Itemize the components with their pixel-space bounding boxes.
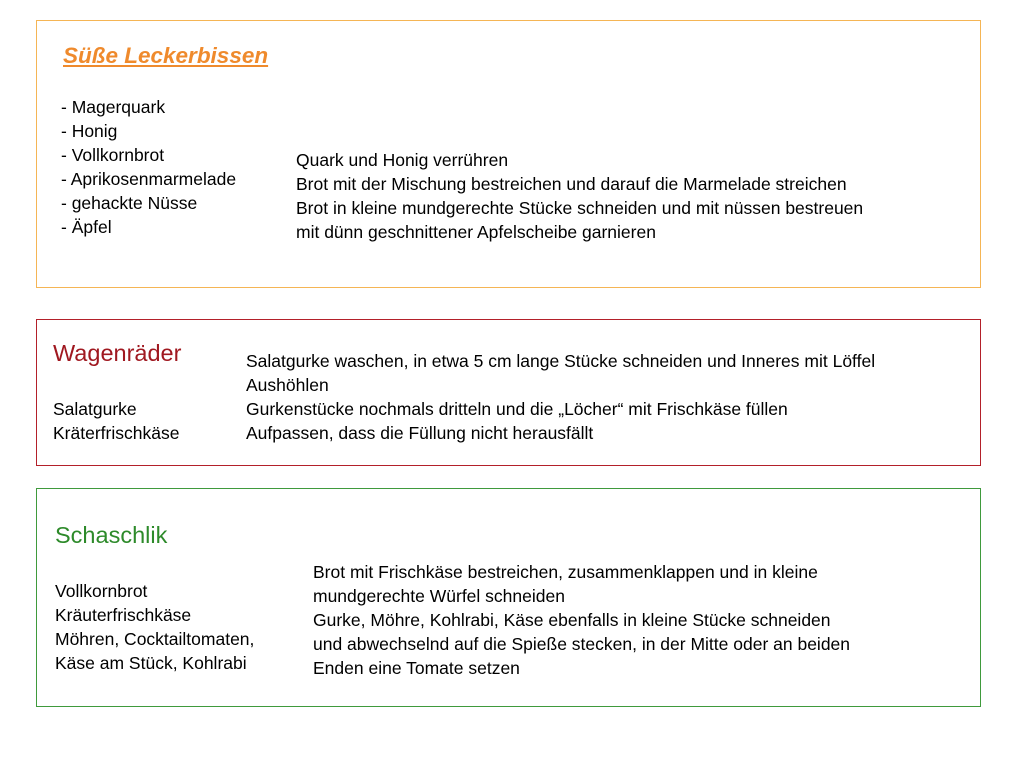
instruction-line: Aufpassen, dass die Füllung nicht herausfällt bbox=[246, 423, 594, 443]
recipe-card-suesse-leckerbissen bbox=[36, 20, 981, 288]
instruction-line: Enden eine Tomate setzen bbox=[313, 658, 520, 678]
instruction-line: Brot mit Frischkäse bestreichen, zusammenklappen und in kleine bbox=[313, 562, 818, 582]
ingredient-item: Salatgurke bbox=[53, 399, 137, 419]
ingredient-list bbox=[55, 579, 254, 675]
ingredient-item: Vollkornbrot bbox=[55, 581, 148, 601]
ingredient-item: - Magerquark bbox=[61, 97, 166, 117]
ingredient-list bbox=[61, 95, 236, 239]
instruction-line: Brot in kleine mundgerechte Stücke schneiden und mit nüssen bestreuen bbox=[296, 198, 864, 218]
recipe-title: Süße Leckerbissen bbox=[63, 43, 269, 68]
ingredient-item: Kräuterfrischkäse bbox=[55, 605, 192, 625]
instruction-line: Gurkenstücke nochmals dritteln und die „Löcher“ mit Frischkäse füllen bbox=[246, 399, 788, 419]
instruction-line: Brot mit der Mischung bestreichen und darauf die Marmelade streichen bbox=[296, 174, 847, 194]
ingredient-item: - Honig bbox=[61, 121, 118, 141]
instruction-list bbox=[313, 560, 850, 680]
recipe-title: Wagenräder bbox=[53, 340, 182, 366]
ingredient-item: - Vollkornbrot bbox=[61, 145, 165, 165]
recipe-title: Schaschlik bbox=[55, 522, 168, 548]
ingredient-item: Käse am Stück, Kohlrabi bbox=[55, 653, 247, 673]
ingredient-item: - Äpfel bbox=[61, 217, 112, 237]
instruction-list bbox=[296, 148, 863, 244]
ingredient-item: Kräterfrischkäse bbox=[53, 423, 180, 443]
instruction-line: Gurke, Möhre, Kohlrabi, Käse ebenfalls in kleine Stücke schneiden bbox=[313, 610, 831, 630]
instruction-line: und abwechselnd auf die Spieße stecken, in der Mitte oder an beiden bbox=[313, 634, 851, 654]
recipe-card-schaschlik bbox=[36, 488, 981, 707]
ingredient-item: - gehackte Nüsse bbox=[61, 193, 198, 213]
instruction-line: Aushöhlen bbox=[246, 375, 329, 395]
instruction-line: Salatgurke waschen, in etwa 5 cm lange Stücke schneiden und Inneres mit Löffel bbox=[246, 351, 876, 371]
ingredient-item: Möhren, Cocktailtomaten, bbox=[55, 629, 255, 649]
instruction-line: mundgerechte Würfel schneiden bbox=[313, 586, 565, 606]
instruction-line: Quark und Honig verrühren bbox=[296, 150, 509, 170]
recipe-card-wagenraeder bbox=[36, 319, 981, 466]
ingredient-item: - Aprikosenmarmelade bbox=[61, 169, 237, 189]
instruction-list bbox=[246, 349, 875, 445]
instruction-line: mit dünn geschnittener Apfelscheibe garnieren bbox=[296, 222, 656, 242]
ingredient-list bbox=[53, 397, 179, 445]
